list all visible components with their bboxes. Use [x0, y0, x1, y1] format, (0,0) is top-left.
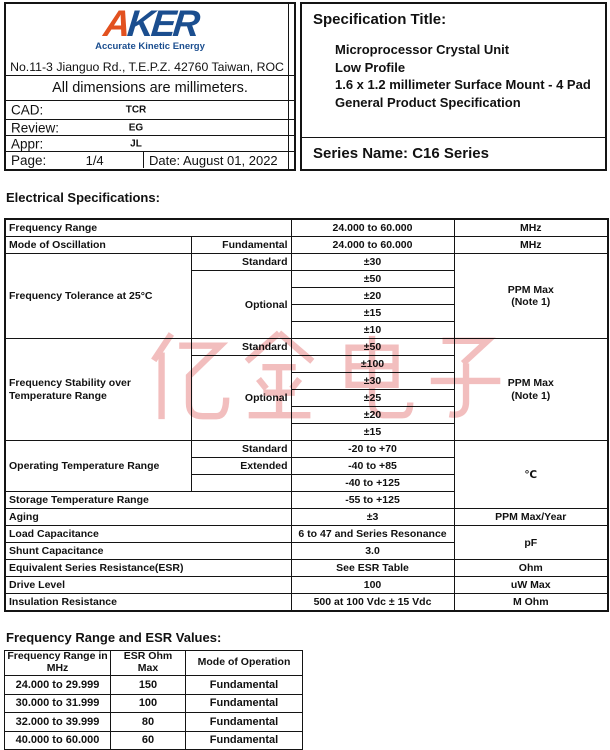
shunt-cap-label: Shunt Capacitance [5, 543, 291, 560]
appr-row [6, 136, 294, 152]
row-esr [5, 560, 608, 577]
storage-label: Storage Temperature Range [5, 492, 291, 509]
row-mode-of-oscillation [5, 237, 608, 254]
stability-opt-value-3: ±25 [291, 390, 454, 407]
stability-opt-value-5: ±15 [291, 424, 454, 441]
series-name: Series Name: C16 Series [313, 145, 489, 162]
spec-line-2: Low Profile [335, 59, 406, 75]
esr-row4-esr: 60 [111, 731, 186, 750]
esr-row3-mode: Fundamental [186, 713, 303, 732]
frequency-range-label: Frequency Range [5, 219, 291, 237]
operating-extended-value-2: -40 to +125 [291, 475, 454, 492]
spec-line-1: Microprocessor Crystal Unit [335, 42, 510, 57]
row-stability-standard [5, 339, 608, 356]
load-cap-label: Load Capacitance [5, 526, 291, 543]
esr-unit: Ohm [454, 560, 608, 577]
cad-value: TCR [125, 104, 147, 116]
page-number: 1/4 [85, 152, 104, 168]
stability-unit [454, 339, 608, 441]
page-date-row [6, 152, 294, 168]
esr-label: Equivalent Series Resistance(ESR) [5, 560, 291, 577]
esr-row4-mode: Fundamental [186, 731, 303, 750]
tolerance-opt-value-3: ±15 [291, 305, 454, 322]
cad-row [6, 101, 294, 120]
row-drive-level [5, 577, 608, 594]
stability-unit-line1: PPM Max [507, 377, 554, 390]
review-label: Review: [11, 120, 60, 135]
insulation-value: 500 at 100 Vdc ± 15 Vdc [291, 594, 454, 612]
tolerance-opt-value-4: ±10 [291, 322, 454, 339]
tolerance-opt-value-2: ±20 [291, 288, 454, 305]
esr-row2-esr: 100 [111, 694, 186, 713]
esr-values-heading: Frequency Range and ESR Values: [6, 630, 222, 645]
series-name-section [302, 138, 605, 169]
company-logo [6, 4, 294, 52]
esr-col-esr-ohm-max: ESR Ohm Max [111, 651, 186, 676]
row-insulation-resistance [5, 594, 608, 612]
esr-value: See ESR Table [291, 560, 454, 577]
esr-row-2 [5, 694, 303, 713]
esr-col-frequency-range: Frequency Range in MHz [5, 651, 111, 676]
esr-values-table [4, 650, 303, 750]
logo-cell [6, 4, 294, 76]
header-left-block [4, 2, 296, 171]
stability-standard-label: Standard [191, 339, 291, 356]
logo-tagline: Accurate Kinetic Energy [95, 41, 205, 52]
stability-label-line1: Frequency Stability over [9, 377, 131, 390]
mode-sub: Fundamental [191, 237, 291, 254]
spec-line-3: 1.6 x 1.2 millimeter Surface Mount - 4 Pad [335, 77, 591, 92]
spec-title-section [302, 4, 605, 138]
insulation-label: Insulation Resistance [5, 594, 291, 612]
capacitance-unit: pF [454, 526, 608, 560]
esr-row-4 [5, 731, 303, 750]
row-load-capacitance [5, 526, 608, 543]
review-value: EG [128, 122, 144, 133]
stability-label [5, 339, 191, 441]
stability-standard-value: ±50 [291, 339, 454, 356]
operating-extended-blank [191, 475, 291, 492]
aging-unit: PPM Max/Year [454, 509, 608, 526]
tolerance-unit-line1: PPM Max [507, 283, 554, 296]
operating-standard-value: -20 to +70 [291, 441, 454, 458]
tolerance-optional-label: Optional [191, 271, 291, 339]
tolerance-label: Frequency Tolerance at 25°C [5, 254, 191, 339]
row-aging [5, 509, 608, 526]
frequency-range-unit: MHz [454, 219, 608, 237]
esr-row1-range: 24.000 to 29.999 [5, 676, 111, 695]
esr-col-mode-of-operation: Mode of Operation [186, 651, 303, 676]
mode-unit: MHz [454, 237, 608, 254]
cad-label: CAD: [11, 102, 44, 118]
row-frequency-range [5, 219, 608, 237]
header-right-block [300, 2, 607, 171]
aging-label: Aging [5, 509, 291, 526]
electrical-specifications-heading: Electrical Specifications: [6, 190, 160, 205]
operating-standard-label: Standard [191, 441, 291, 458]
review-row [6, 120, 294, 136]
spec-title-lines [335, 41, 591, 111]
tolerance-unit [454, 254, 608, 339]
mode-label: Mode of Oscillation [5, 237, 191, 254]
aker-logo [102, 5, 199, 42]
frequency-range-value: 24.000 to 60.000 [291, 219, 454, 237]
esr-row2-range: 30.000 to 31.999 [5, 694, 111, 713]
operating-extended-value-1: -40 to +85 [291, 458, 454, 475]
drive-value: 100 [291, 577, 454, 594]
tolerance-opt-value-1: ±50 [291, 271, 454, 288]
stability-opt-value-1: ±100 [291, 356, 454, 373]
header-divider-line [288, 2, 289, 171]
appr-value: JL [130, 138, 142, 149]
dimensions-note: All dimensions are millimeters. [6, 76, 294, 101]
temperature-unit: ℃ [454, 441, 608, 509]
spec-line-4: General Product Specification [335, 94, 521, 110]
esr-row4-range: 40.000 to 60.000 [5, 731, 111, 750]
esr-row2-mode: Fundamental [186, 694, 303, 713]
esr-row1-mode: Fundamental [186, 676, 303, 695]
shunt-cap-value: 3.0 [291, 543, 454, 560]
page-cell [6, 152, 144, 168]
operating-extended-label: Extended [191, 458, 291, 475]
row-tolerance-standard [5, 254, 608, 271]
stability-label-line2: Temperature Range [9, 389, 107, 402]
stability-opt-value-2: ±30 [291, 373, 454, 390]
electrical-specifications-table [4, 218, 609, 612]
load-cap-value: 6 to 47 and Series Resonance [291, 526, 454, 543]
insulation-unit: M Ohm [454, 594, 608, 612]
logo-letter-a: A [101, 3, 130, 44]
logo-letters-ker: KER [125, 3, 199, 44]
spec-title-heading: Specification Title: [313, 11, 447, 28]
tolerance-standard-label: Standard [191, 254, 291, 271]
stability-unit-line2: (Note 1) [511, 389, 551, 402]
aging-value: ±3 [291, 509, 454, 526]
page-label: Page: [11, 152, 47, 168]
stability-opt-value-4: ±20 [291, 407, 454, 424]
stability-optional-label: Optional [191, 356, 291, 441]
drive-unit: uW Max [454, 577, 608, 594]
esr-row-3 [5, 713, 303, 732]
esr-header-row [5, 651, 303, 676]
esr-row3-esr: 80 [111, 713, 186, 732]
storage-value: -55 to +125 [291, 492, 454, 509]
date-cell: Date: August 01, 2022 [149, 152, 278, 168]
appr-label: Appr: [11, 136, 44, 151]
mode-value: 24.000 to 60.000 [291, 237, 454, 254]
esr-row-1 [5, 676, 303, 695]
company-address: No.11-3 Jianguo Rd., T.E.P.Z. 42760 Taiwan, ROC [10, 60, 284, 74]
row-operating-standard [5, 441, 608, 458]
tolerance-standard-value: ±30 [291, 254, 454, 271]
drive-label: Drive Level [5, 577, 291, 594]
tolerance-unit-line2: (Note 1) [511, 296, 551, 308]
esr-row3-range: 32.000 to 39.999 [5, 713, 111, 732]
operating-label: Operating Temperature Range [5, 441, 191, 492]
esr-row1-esr: 150 [111, 676, 186, 695]
